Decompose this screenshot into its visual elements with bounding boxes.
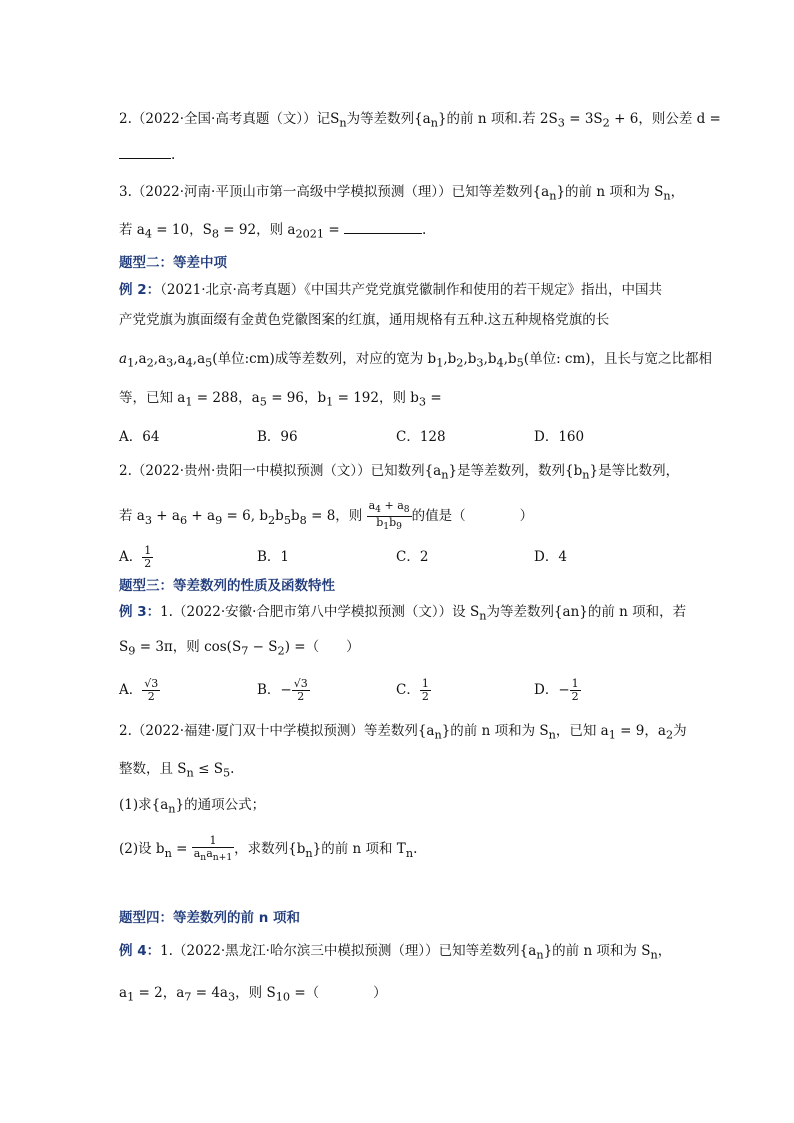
ex2-line2: 产党党旗为旗面缀有金黄色党徽图案的红旗，通用规格有五种.这五种规格党旗的长 [119, 312, 610, 328]
ex4-line1: 例 4：1.（2022·黑龙江·哈尔滨三中模拟预测（理））已知等差数列$\{a_n\}$的前 n 项和为 $S_n$， [119, 943, 672, 962]
section-heading-4: 题型四：等差数列的前 n 项和 [119, 910, 301, 926]
option-d[interactable]: D．4 [534, 549, 567, 565]
option-b[interactable]: B．96 [257, 429, 298, 445]
ex4-line2: $a_1 = 2$，$a_7 = 4a_3$，则 $S_{10}$ =（ ） [119, 985, 387, 1004]
ex3-line2: $S_9 = 3\pi$，则 $\cos(S_7 - S_2)$ =（ ） [119, 639, 360, 658]
option-a[interactable]: A． $\frac{1}{2}$ [119, 544, 152, 570]
ex2-line1: 例 2：（2021·北京·高考真题）《中国共产党党旗党徽制作和使用的若干规定》指出，中国共 [119, 282, 663, 298]
answer-blank[interactable] [344, 233, 422, 234]
ex3-options [119, 677, 719, 703]
ex2-line4: 等，已知 $a_1 = 288$，$a_5 = 96$，$b_1 = 192$，则 $b_3$ = [119, 390, 442, 409]
option-c[interactable]: C．128 [396, 429, 446, 445]
q2-line2: . [119, 146, 175, 164]
q3b-line2: 整数，且 $S_n \le S_5$. [119, 761, 235, 780]
q2b-line1: 2.（2022·贵州·贵阳一中模拟预测（文））已知数列$\{a_n\}$是等差数列，数列$\{b_n\}$是等比数列， [119, 463, 680, 482]
ex2-options [119, 425, 719, 445]
q2-line1: 2.（2022·全国·高考真题（文））记$S_n$为等差数列$\{a_n\}$的前 n 项和.若 $2S_3 = 3S_2 + 6$，则公差 d = [119, 111, 721, 130]
answer-blank[interactable] [119, 158, 171, 159]
option-d[interactable]: D．160 [534, 429, 585, 445]
q3b-part1: (1)求$\{a_n\}$的通项公式； [119, 797, 266, 816]
q3b-part2: (2)设 $b_n$ = $\frac{1}{a_na_{n+1}}$ ，求数列$\{b_n\}$的前 n 项和 $T_n$. [119, 834, 418, 864]
option-b[interactable]: B．1 [257, 549, 290, 565]
option-c[interactable]: C．2 [396, 549, 429, 565]
section-heading-2: 题型二：等差中项 [119, 255, 227, 271]
ex3-line1: 例 3：1.（2022·安徽·合肥市第八中学模拟预测（文））设 $S_n$为等差数列{an}的前 n 项和，若 [119, 604, 687, 623]
q3b-line1: 2.（2022·福建·厦门双十中学模拟预测）等差数列$\{a_n\}$的前 n 项和为 $S_n$，已知 $a_1 = 9$，$a_2$为 [119, 723, 687, 742]
option-c[interactable]: C． $\frac{1}{2}$ [396, 677, 429, 703]
ex2-line3: $a_1,a_2,a_3,a_4,a_5$(单位:cm)成等差数列，对应的宽为 $b_1,b_2,b_3,b_4,b_5$(单位: cm)，且长与宽之比都相 [119, 351, 713, 370]
option-a[interactable]: A．64 [119, 429, 160, 445]
section-heading-3: 题型三：等差数列的性质及函数特性 [119, 578, 335, 594]
q2b-options [119, 544, 719, 570]
option-b[interactable]: B．− $\frac{√3}{2}$ [257, 677, 308, 703]
q3-line1: 3.（2022·河南·平顶山市第一高级中学模拟预测（理））已知等差数列$\{a_n\}$的前 n 项和为 $S_n$， [119, 184, 685, 203]
option-a[interactable]: A． $\frac{√3}{2}$ [119, 677, 159, 703]
fraction: $\frac{a_4 + a_8}{b_1b_9}$ [368, 499, 410, 533]
option-d[interactable]: D．− $\frac{1}{2}$ [534, 677, 579, 703]
q2b-line2: 若 $a_3 + a_6 + a_9 = 6$, $b_2b_5b_8 = 8$，则 $\frac{a_4 + a_8}{b_1b_9}$ 的值是（ ） [119, 499, 534, 533]
q3-line2: 若 $a_4 = 10$，$S_8 = 92$，则 $a_{2021}$ = . [119, 222, 427, 241]
